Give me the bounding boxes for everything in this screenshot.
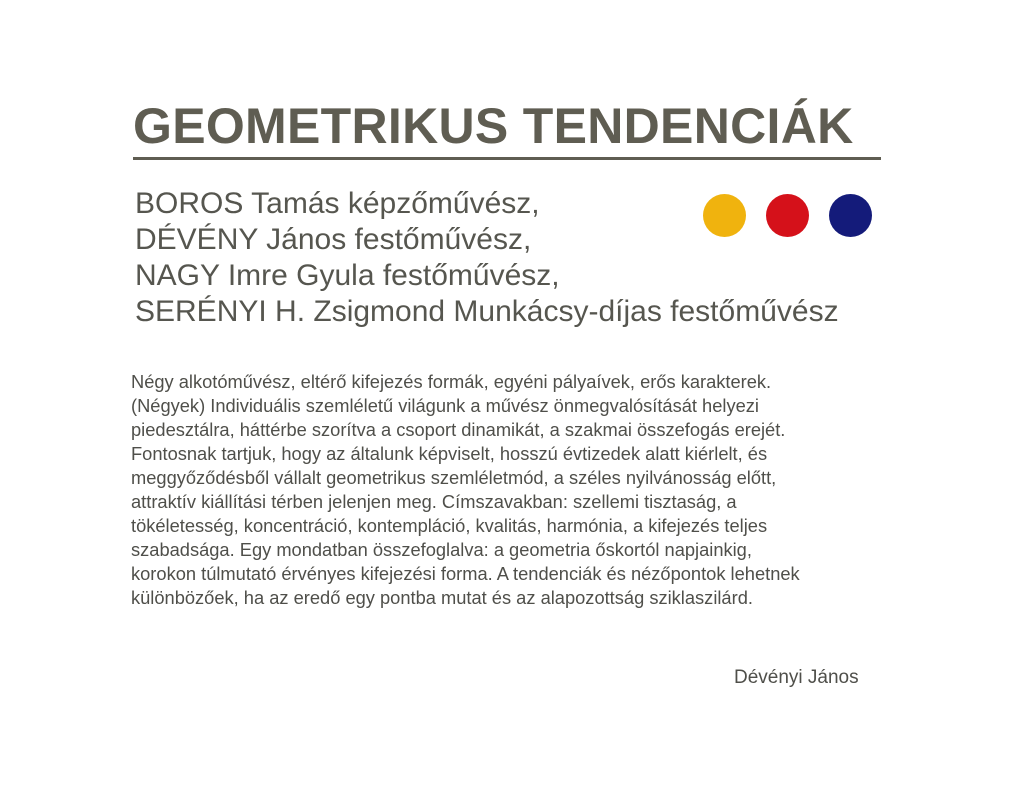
body-line: korokon túlmutató érvényes kifejezési forma. A tendenciák és nézőpontok lehetnek xyxy=(131,563,800,584)
yellow-dot xyxy=(703,194,746,237)
color-dots xyxy=(703,194,872,237)
body-line: meggyőződésből vállalt geometrikus szemléletmód, a széles nyilvánosság előtt, xyxy=(131,467,777,488)
body-line: különbözőek, ha az eredő egy pontba mutat és az alapozottság sziklaszilárd. xyxy=(131,587,753,608)
red-dot xyxy=(766,194,809,237)
body-line: Fontosnak tartjuk, hogy az általunk képviselt, hosszú évtizedek alatt kiérlelt, és xyxy=(131,443,768,464)
body-line: piedesztálra, háttérbe szorítva a csoport dinamikát, a szakmai összefogás erejét. xyxy=(131,419,786,440)
body-paragraph xyxy=(131,370,951,610)
title-underline xyxy=(133,157,881,160)
signature: Dévényi János xyxy=(734,667,859,688)
blue-dot xyxy=(829,194,872,237)
page-title: GEOMETRIKUS TENDENCIÁK xyxy=(133,98,854,154)
artist-line: SERÉNYI H. Zsigmond Munkácsy-díjas festőművész xyxy=(135,295,839,328)
body-line: (Négyek) Individuális szemléletű világunk a művész önmegvalósítását helyezi xyxy=(131,395,759,416)
body-line: attraktív kiállítási térben jelenjen meg. Címszavakban: szellemi tisztaság, a xyxy=(131,491,737,512)
body-line: tökéletesség, koncentráció, kontempláció, kvalitás, harmónia, a kifejezés teljes xyxy=(131,515,768,536)
artist-line: DÉVÉNY János festőművész, xyxy=(135,223,532,256)
artist-line: NAGY Imre Gyula festőművész, xyxy=(135,259,560,292)
artist-line: BOROS Tamás képzőművész, xyxy=(135,187,540,220)
body-line: Négy alkotóművész, eltérő kifejezés formák, egyéni pályaívek, erős karakterek. xyxy=(131,371,772,392)
body-line: szabadsága. Egy mondatban összefoglalva: a geometria őskortól napjainkig, xyxy=(131,539,752,560)
